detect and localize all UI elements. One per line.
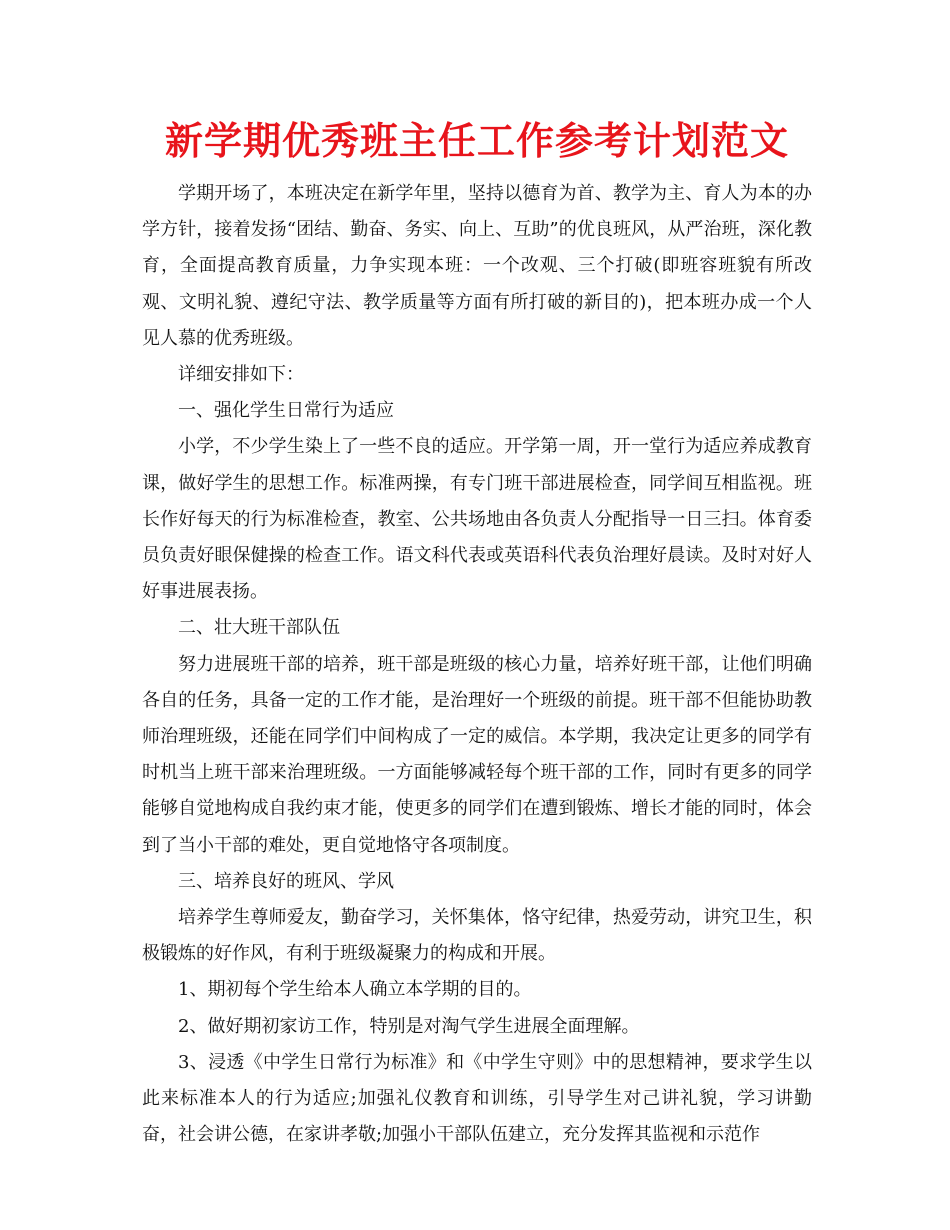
list-item-2: 2、做好期初家访工作，特别是对淘气学生进展全面理解。 [178, 1015, 640, 1037]
section-heading-1: 一、强化学生日常行为适应 [178, 400, 394, 422]
paragraph-section-1: 小学，不少学生染上了一些不良的适应。开学第一周，开一堂行为适应养成教育课，做好学生的思想工作。标准两操，有专门班干部进展检查，同学间互相监视。班长作好每天的行为标准检查，教室、公共场地由各负责人分配指导一日三扫。体育委员负责好眼保健操的检查工作。语文科代表或英语科代表负治理好晨读。及时对好人好事进展表扬。 [142, 436, 812, 603]
paragraph-intro: 学期开场了，本班决定在新学年里，坚持以德育为首、教学为主、育人为本的办学方针，接着发扬“团结、勤奋、务实、向上、互助”的优良班风，从严治班，深化教育，全面提高教育质量，力争实现本班：一个改观、三个打破(即班容班貌有所改观、文明礼貌、遵纪守法、教学质量等方面有所打破的新目的)，把本班办成一个人见人慕的优秀班级。 [142, 183, 812, 349]
list-item-3: 3、浸透《中学生日常行为标准》和《中学生守则》中的思想精神，要求学生以此来标准本人的行为适应;加强礼仪教育和训练，引导学生对己讲礼貌，学习讲勤奋，社会讲公德，在家讲孝敬;加强小干部队伍建立，充分发挥其监视和示范作 [142, 1051, 812, 1146]
document-title: 新学期优秀班主任工作参考计划范文 [164, 119, 789, 163]
paragraph-section-2: 努力进展班干部的培养，班干部是班级的核心力量，培养好班干部，让他们明确各自的任务，具备一定的工作才能，是治理好一个班级的前提。班干部不但能协助教师治理班级，还能在同学们中间构成了一定的威信。本学期，我决定让更多的同学有时机当上班干部来治理班级。一方面能够减轻每个班干部的工作，同时有更多的同学能够自觉地构成自我约束才能，使更多的同学们在遭到锻炼、增长才能的同时，体会到了当小干部的难处，更自觉地恪守各项制度。 [142, 653, 812, 856]
section-heading-3: 三、培养良好的班风、学风 [178, 870, 394, 892]
paragraph-section-3: 培养学生尊师爱友，勤奋学习，关怀集体，恪守纪律，热爱劳动，讲究卫生，积极锻炼的好作风，有利于班级凝聚力的构成和开展。 [142, 907, 812, 965]
document-body [142, 176, 812, 1153]
paragraph-arrangement: 详细安排如下： [178, 364, 304, 386]
section-heading-2: 二、壮大班干部队伍 [178, 617, 340, 639]
list-item-1: 1、期初每个学生给本人确立本学期的目的。 [178, 979, 532, 1001]
